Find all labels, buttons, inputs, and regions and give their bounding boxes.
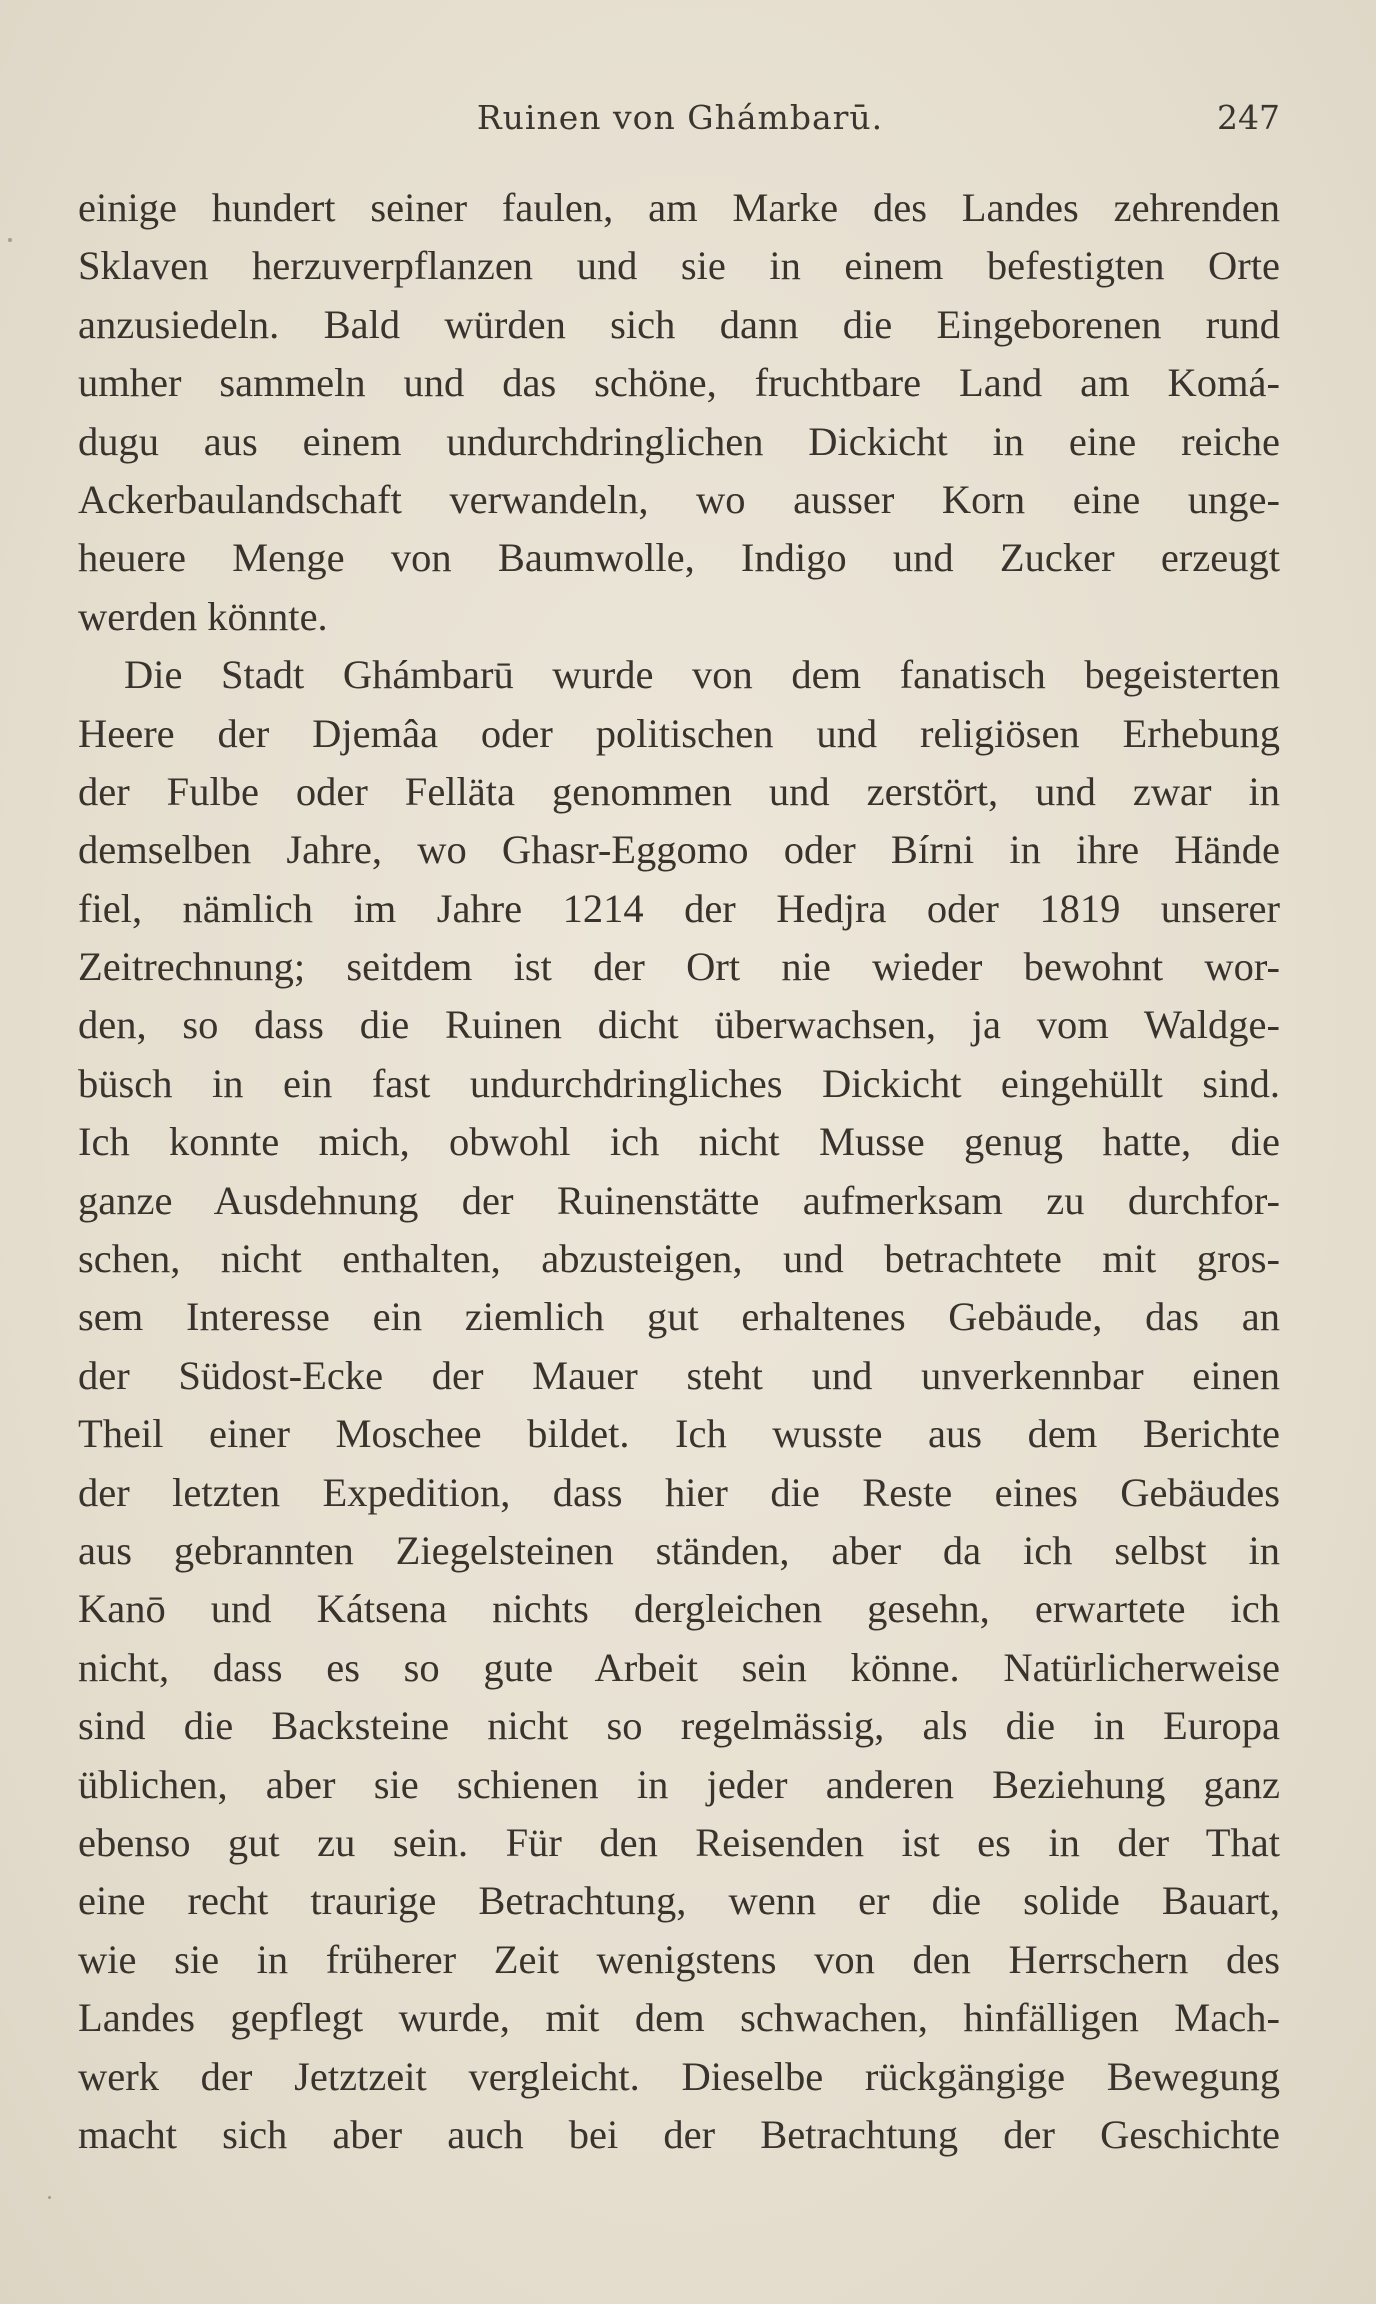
page-number: 247 [1217,98,1280,137]
text-line: sem Interesse ein ziemlich gut erhaltenes Gebäude, das an [78,1294,1280,1340]
text-line: wie sie in früherer Zeit wenigstens von den Herrschern des [78,1936,1280,1982]
text-line: eine recht traurige Betrachtung, wenn er die solide Bauart, [78,1878,1280,1924]
text-line: macht sich aber auch bei der Betrachtung der Geschichte [78,2111,1280,2157]
page-header [80,92,1280,144]
text-line: umher sammeln und das schöne, fruchtbare Land am Komá- [78,360,1280,406]
text-line: sind die Backsteine nicht so regelmässig, als die in Europa [78,1703,1280,1749]
text-line: der Südost-Ecke der Mauer steht und unverkennbar einen [78,1352,1280,1398]
text-line: demselben Jahre, wo Ghasr-Eggomo oder Bírni in ihre Hände [78,827,1280,873]
text-line: Theil einer Moschee bildet. Ich wusste aus dem Berichte [78,1411,1280,1457]
text-line: Heere der Djemâa oder politischen und religiösen Erhebung [78,710,1280,756]
text-line: ganze Ausdehnung der Ruinenstätte aufmerksam zu durchfor- [78,1177,1280,1223]
text-line: Sklaven herzuverpflanzen und sie in einem befestigten Orte [78,243,1280,289]
text-line: werk der Jetztzeit vergleicht. Dieselbe rückgängige Bewegung [78,2053,1280,2099]
text-line: einige hundert seiner faulen, am Marke des Landes zehrenden [78,185,1280,230]
text-line: fiel, nämlich im Jahre 1214 der Hedjra oder 1819 unserer [78,885,1280,931]
paper-speck [48,2196,51,2199]
text-line: schen, nicht enthalten, abzusteigen, und betrachtete mit gros- [78,1236,1280,1282]
text-line: Ich konnte mich, obwohl ich nicht Musse genug hatte, die [78,1119,1280,1165]
text-line: Die Stadt Ghámbarū wurde von dem fanatisch begeisterten [124,652,1280,698]
text-line: Kanō und Kátsena nichts dergleichen gesehn, erwartete ich [78,1586,1280,1632]
text-line: der letzten Expedition, dass hier die Reste eines Gebäudes [78,1469,1280,1515]
text-line: werden könnte. [78,593,328,639]
paper-speck [8,238,12,242]
text-line: dugu aus einem undurchdringlichen Dickicht in eine reiche [78,418,1280,464]
body-text [78,179,1280,2164]
text-line: üblichen, aber sie schienen in jeder anderen Beziehung ganz [78,1761,1280,1807]
running-title: Ruinen von Ghámbarū. [476,98,884,137]
text-line: Ackerbaulandschaft verwandeln, wo ausser Korn eine unge- [78,476,1280,522]
text-line: ebenso gut zu sein. Für den Reisenden ist es in der That [78,1819,1280,1865]
text-line: nicht, dass es so gute Arbeit sein könne. Natürlicherweise [78,1644,1280,1690]
text-line: Zeitrechnung; seitdem ist der Ort nie wieder bewohnt wor- [78,944,1280,990]
text-line: aus gebrannten Ziegelsteinen ständen, aber da ich selbst in [78,1527,1280,1573]
text-line: heuere Menge von Baumwolle, Indigo und Zucker erzeugt [78,535,1280,581]
text-line: der Fulbe oder Felläta genommen und zerstört, und zwar in [78,768,1280,814]
text-line: Landes gepflegt wurde, mit dem schwachen, hinfälligen Mach- [78,1995,1280,2041]
text-line: anzusiedeln. Bald würden sich dann die Eingeborenen rund [78,301,1280,347]
text-line: büsch in ein fast undurchdringliches Dickicht eingehüllt sind. [78,1060,1280,1106]
text-line: den, so dass die Ruinen dicht überwachsen, ja vom Waldge- [78,1002,1280,1048]
